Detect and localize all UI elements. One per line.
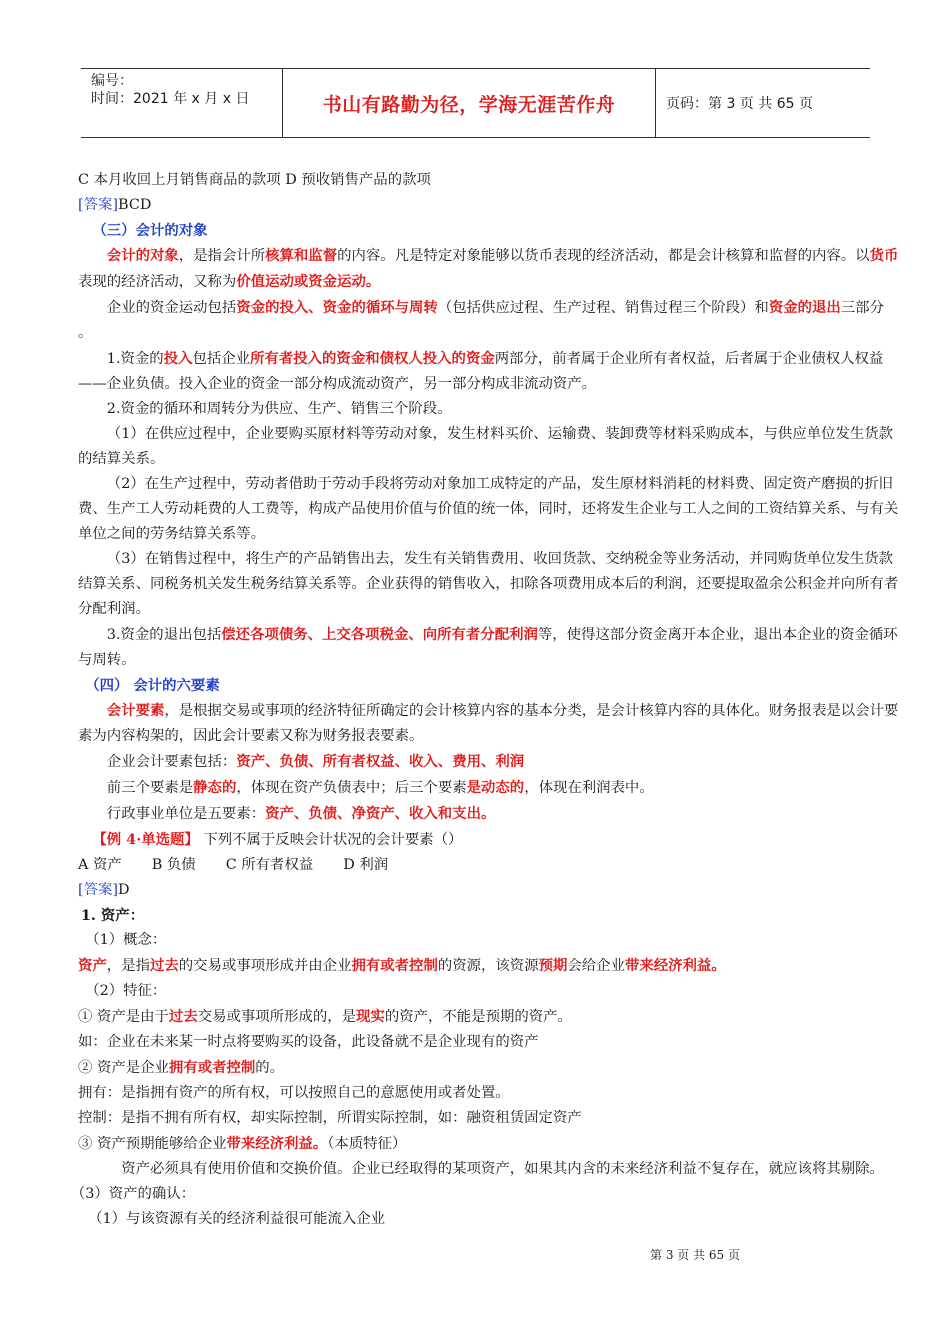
- document-body: [70, 168, 902, 1232]
- answer-value: BCD: [118, 197, 152, 213]
- option-line-c-d: C 本月收回上月销售商品的款项 D 预收销售产品的款项: [78, 172, 431, 188]
- term-capital-exit: 资金的退出: [768, 299, 841, 316]
- option-d: D 利润: [343, 857, 389, 873]
- term-owner-creditor-funds: 所有者投入的资金和债权人投入的资金: [250, 350, 495, 367]
- text-span: ，是根据交易或事项的经济特征所确定的会计核算内容的基本分类，是会计核算内容的具体化。财务报表是以会计要素为内容构架的，因此会计要素又称为财务报表要素。: [78, 703, 899, 744]
- term-value-movement: 价值运动或资金运动。: [236, 273, 381, 290]
- page-footer: 第 3 页 共 65 页: [650, 1248, 740, 1262]
- example-question: [78, 827, 902, 853]
- feature-2: [78, 1055, 902, 1081]
- header-motto-cell: [283, 69, 656, 137]
- text-span: 会给企业: [567, 958, 625, 974]
- answer-line-2: [78, 878, 902, 903]
- paragraph-production-process: （2）在生产过程中，劳动者借助于劳动手段将劳动对象加工成特定的产品，发生原材料消耗的材料费、固定资产磨损的折旧费、生产工人劳动耗费的人工费等，构成产品使用价值与价值的统一体，同时，还将发生企业与工人之间的工资结算关系、与有关单位之间的劳务结算关系等。: [78, 476, 899, 542]
- paragraph-value-requirement: 资产必须具有使用价值和交换价值。企业已经取得的某项资产，如果其内含的未来经济利益不复存在，就应该将其剔除。: [121, 1161, 884, 1177]
- paragraph-sales-process: （3）在销售过程中，将生产的产品销售出去，发生有关销售费用、收回货款、交纳税金等业务活动，并同购货单位发生货款结算关系、同税务机关发生税务结算关系等。企业获得的销售收入，扣除各项费用成本后的利润，还要提取盈余公积金并向所有者分配利润。: [78, 551, 899, 617]
- confirm-condition-1: （1）与该资源有关的经济利益很可能流入企业: [88, 1211, 386, 1227]
- text-span: 包括企业: [192, 351, 251, 367]
- header-page-code: 页码：第 3 页 共 65 页: [666, 96, 813, 112]
- paragraph-enterprise-elements: [78, 749, 902, 775]
- feature-1: [78, 1004, 902, 1030]
- option-a: A 资产: [78, 857, 122, 873]
- term-accounting-monitoring: 核算和监督: [265, 247, 338, 264]
- term-currency: 货币: [869, 247, 899, 264]
- text-span: ② 资产是企业: [78, 1060, 169, 1076]
- term-past: 过去: [149, 957, 179, 974]
- term-asset: 资产: [78, 957, 107, 974]
- paragraph-supply-process: （1）在供应过程中，企业要购买原材料等劳动对象，发生材料买价、运输费、装卸费等材料采购成本，与供应单位发生货款的结算关系。: [78, 426, 894, 467]
- text-span: ，体现在资产负债表中；后三个要素: [236, 780, 467, 796]
- paragraph-static-dynamic: [78, 775, 902, 801]
- text-span: 交易或事项所形成的，是: [197, 1009, 357, 1025]
- paragraph-admin-units: [78, 801, 902, 827]
- text-span: 的。: [255, 1060, 285, 1076]
- option-b: B 负债: [151, 857, 196, 873]
- text-span: ① 资产是由于: [78, 1009, 169, 1025]
- term-expected: 预期: [538, 957, 568, 974]
- term-static: 静态的: [193, 779, 237, 796]
- concept-label: （1）概念：: [85, 932, 167, 948]
- term-five-elements: 资产、负债、净资产、收入和支出。: [265, 805, 496, 822]
- example-text: 下列不属于反映会计状况的会计要素（）: [198, 832, 463, 848]
- term-six-elements: 资产、负债、所有者权益、收入、费用、利润: [236, 753, 525, 770]
- term-exit-items: 偿还各项债务、上交各项税金、向所有者分配利润: [221, 626, 538, 643]
- term-own-control: 拥有或者控制: [351, 957, 438, 974]
- text-span: 三部分 。: [78, 300, 884, 341]
- term-capital-input-cycle: 资金的投入、资金的循环与周转: [236, 299, 438, 316]
- term-economic-benefit: 带来经济利益。: [226, 1135, 328, 1152]
- term-own-control: 拥有或者控制: [168, 1059, 256, 1076]
- paragraph-accounting-object: [78, 243, 902, 295]
- paragraph-capital-movement: [78, 295, 902, 346]
- own-definition: 拥有：是指拥有资产的所有权，可以按照自己的意愿使用或者处置。: [78, 1085, 510, 1101]
- paragraph-capital-input: [78, 346, 902, 397]
- feature-3: [78, 1131, 902, 1157]
- term-accounting-object: 会计的对象: [106, 247, 179, 264]
- text-span: 行政事业单位是五要素：: [106, 806, 266, 822]
- text-span: ，是指: [106, 958, 150, 974]
- doc-time-label: 时间：2021 年 x 月 x 日: [91, 91, 250, 107]
- asset-definition: [78, 953, 902, 979]
- section-title-six-elements: （四） 会计的六要素: [85, 677, 220, 694]
- text-span: 表现的经济活动，又称为: [78, 274, 237, 290]
- paragraph-capital-cycle: 2.资金的循环和周转分为供应、生产、销售三个阶段。: [106, 401, 452, 417]
- option-c: C 所有者权益: [225, 857, 314, 873]
- text-span: 的内容。凡是特定对象能够以货币表现的经济活动，都是会计核算和监督的内容。以: [337, 248, 870, 264]
- page-header: [81, 68, 870, 138]
- paragraph-accounting-elements: [78, 698, 902, 749]
- text-span: 1.资金的: [106, 351, 164, 367]
- text-span: 的资产，不能是预期的资产。: [384, 1009, 572, 1025]
- text-span: ，体现在利润表中。: [524, 780, 654, 796]
- asset-heading: 1. 资产：: [80, 907, 145, 924]
- text-span: （包括供应过程、生产过程、销售过程三个阶段）和: [437, 300, 769, 316]
- term-accounting-elements: 会计要素: [106, 702, 165, 719]
- feature-label: （2）特征：: [85, 983, 167, 999]
- text-span: 企业的资金运动包括: [106, 300, 237, 316]
- answer-value: D: [118, 882, 130, 898]
- text-span: 企业会计要素包括：: [106, 754, 237, 770]
- text-span: 3.资金的退出包括: [106, 627, 222, 643]
- answer-line-1: [78, 193, 902, 218]
- confirm-label: （3）资产的确认：: [70, 1186, 196, 1202]
- term-past: 过去: [168, 1008, 198, 1025]
- answer-label: [答案]: [78, 197, 119, 213]
- feature-1-example: 如：企业在未来某一时点将要购买的设备，此设备就不是企业现有的资产: [78, 1034, 539, 1050]
- text-span: （本质特征）: [327, 1136, 407, 1152]
- term-real: 现实: [356, 1008, 385, 1025]
- text-span: ③ 资产预期能够给企业: [78, 1136, 227, 1152]
- control-definition: 控制：是指不拥有所有权，却实际控制，所谓实际控制，如：融资租赁固定资产: [78, 1110, 582, 1126]
- header-page-code-cell: [656, 69, 870, 137]
- example-options: [78, 853, 902, 878]
- header-motto: 书山有路勤为径，学海无涯苦作舟: [322, 93, 616, 116]
- answer-label: [答案]: [78, 882, 119, 898]
- text-span: ，是指会计所: [178, 248, 266, 264]
- text-span: 两部分，前者属于企业所有者权益，后者属于企业债权人权益——企业负债。投入企业的资金一部分构成流动资产，另一部分构成非流动资产。: [78, 351, 884, 392]
- text-span: 的交易或事项形成并由企业: [178, 958, 352, 974]
- text-span: 的资源，该资源: [437, 958, 539, 974]
- text-span: 前三个要素是: [106, 780, 194, 796]
- text-span: 等，使得这部分资金离开本企业，退出本企业的资金循环与周转。: [78, 627, 898, 668]
- term-economic-benefit: 带来经济利益。: [624, 957, 726, 974]
- term-input: 投入: [163, 350, 193, 367]
- example-label: 【例 4·单选题】: [92, 831, 199, 848]
- header-meta: [81, 69, 283, 137]
- paragraph-capital-exit: [78, 622, 902, 673]
- doc-number-label: 编号：: [91, 73, 133, 89]
- term-dynamic: 是动态的: [466, 779, 525, 796]
- section-title-accounting-object: （三）会计的对象: [92, 222, 208, 239]
